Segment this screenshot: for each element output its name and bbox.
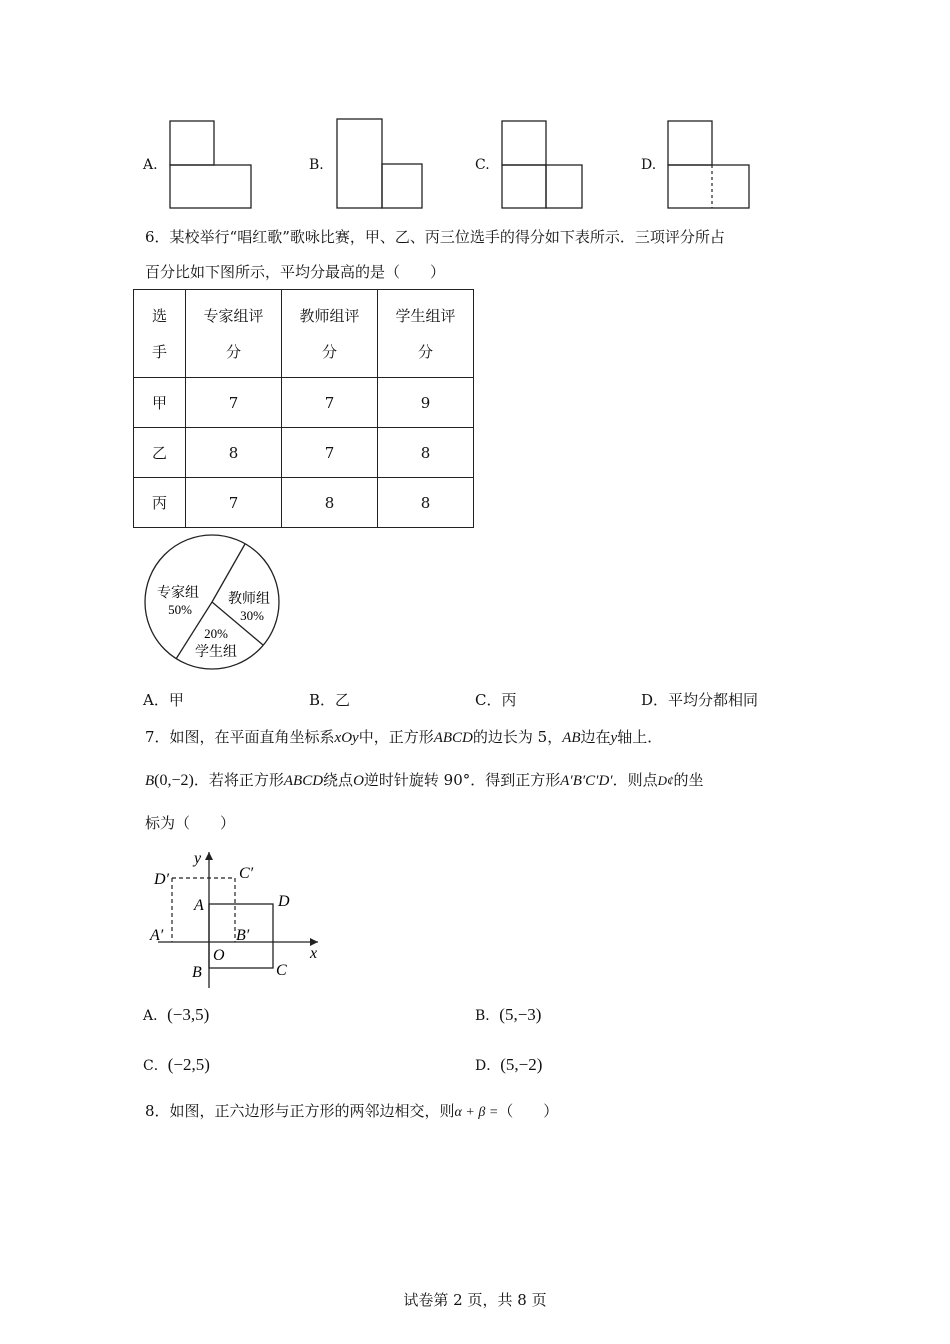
header-text: 手 (151, 342, 167, 361)
table-cell: 8 (378, 478, 474, 528)
table-cell: 8 (282, 478, 378, 528)
header-text: 分 (417, 342, 433, 361)
text-run: 边在 (580, 728, 611, 746)
pie-expert-pct: 50% (168, 602, 192, 617)
label-d: D (278, 893, 290, 910)
text-run: （ ） (498, 1102, 559, 1120)
label-x: x (310, 945, 318, 962)
option-b-label: B. (309, 157, 324, 173)
pie-teacher-label: 教师组 (228, 591, 270, 607)
math-expr: α + β = (454, 1105, 499, 1120)
label-b: B (192, 964, 202, 981)
math-var: B (145, 773, 155, 789)
option-value: (5,−2) (500, 1055, 543, 1074)
y-axis-arrow (205, 852, 213, 860)
option-letter: B． (475, 1008, 500, 1024)
text-run: 8．如图，正六边形与正方形的两邻边相交，则 (145, 1102, 455, 1120)
label-c-prime: C′ (239, 865, 254, 882)
header-text: 学生组评 (395, 306, 456, 325)
q6-stem-line2: 百分比如下图所示，平均分最高的是（ ） (145, 263, 446, 281)
math-coord: (0,−2) (154, 772, 194, 789)
q7-option-c[interactable] (143, 1055, 210, 1075)
option-letter: D． (475, 1058, 501, 1074)
header-text: 专家组评 (203, 306, 264, 325)
label-y: y (194, 850, 202, 867)
math-var: xOy (334, 730, 359, 746)
q6-option-d[interactable]: D．平均分都相同 (641, 691, 759, 709)
text-run: ．则点 (612, 771, 658, 789)
pie-teacher-pct: 30% (240, 608, 264, 623)
math-var: A′B′C′D′ (560, 773, 613, 789)
table-cell: 8 (186, 428, 282, 478)
math-var: ABCD (433, 730, 473, 746)
q7-option-a[interactable] (143, 1005, 209, 1025)
q6-option-a[interactable]: A．甲 (143, 691, 184, 709)
text-run: 的边长为 5， (472, 728, 563, 746)
math-var: D¢ (657, 773, 674, 788)
table-cell: 7 (282, 378, 378, 428)
option-c-label: C. (475, 157, 490, 173)
q6-option-b[interactable]: B．乙 (309, 691, 351, 709)
option-value: (−3,5) (167, 1005, 210, 1024)
q6-stem-line1: 6．某校举行“唱红歌”歌咏比赛，甲、乙、丙三位选手的得分如下表所示．三项评分所占 (145, 228, 725, 246)
label-b-prime: B′ (236, 927, 250, 944)
pie-expert-label: 专家组 (157, 585, 199, 601)
math-var: ABCD (283, 773, 324, 789)
text-run: 绕点 (323, 771, 354, 789)
text-run: ．若将正方形 (193, 771, 284, 789)
page-footer: 试卷第 2 页，共 8 页 (403, 1291, 547, 1309)
table-cell: 丙 (134, 478, 186, 528)
text-run: 的坐 (673, 771, 704, 789)
option-value: (5,−3) (499, 1005, 542, 1024)
table-cell: 乙 (134, 428, 186, 478)
math-var: y (610, 730, 618, 746)
table-cell: 8 (378, 428, 474, 478)
header-text: 分 (321, 342, 337, 361)
table-cell: 9 (378, 378, 474, 428)
option-value: (−2,5) (167, 1055, 210, 1074)
math-var: O (353, 773, 364, 789)
text-run: 轴上． (617, 728, 663, 746)
table-cell: 7 (186, 478, 282, 528)
q7-option-d[interactable] (475, 1055, 542, 1075)
label-d-prime: D′ (154, 871, 170, 888)
option-a-label: A. (143, 157, 158, 173)
option-letter: A． (143, 1008, 168, 1024)
text-run: 中，正方形 (358, 728, 434, 746)
text-run: 逆时针旋转 90°．得到正方形 (363, 771, 561, 789)
header-text: 选 (151, 306, 167, 325)
q7-option-b[interactable] (475, 1005, 541, 1025)
option-d-label: D. (641, 157, 657, 173)
label-c: C (276, 962, 287, 979)
header-text: 教师组评 (299, 306, 360, 325)
math-var: AB (562, 730, 581, 746)
table-cell: 7 (186, 378, 282, 428)
label-o: O (213, 947, 225, 964)
label-a: A (194, 897, 204, 914)
header-text: 分 (225, 342, 241, 361)
label-a-prime: A′ (150, 927, 164, 944)
q6-option-c[interactable]: C．丙 (475, 691, 517, 709)
q8-stem (145, 1100, 558, 1121)
option-letter: C． (143, 1058, 168, 1074)
table-cell: 甲 (134, 378, 186, 428)
text-run: 7．如图，在平面直角坐标系 (145, 728, 335, 746)
table-cell: 7 (282, 428, 378, 478)
pie-student-label: 学生组 (195, 644, 237, 660)
q7-stem-line3: 标为（ ） (145, 814, 236, 832)
pie-student-pct: 20% (204, 626, 228, 641)
